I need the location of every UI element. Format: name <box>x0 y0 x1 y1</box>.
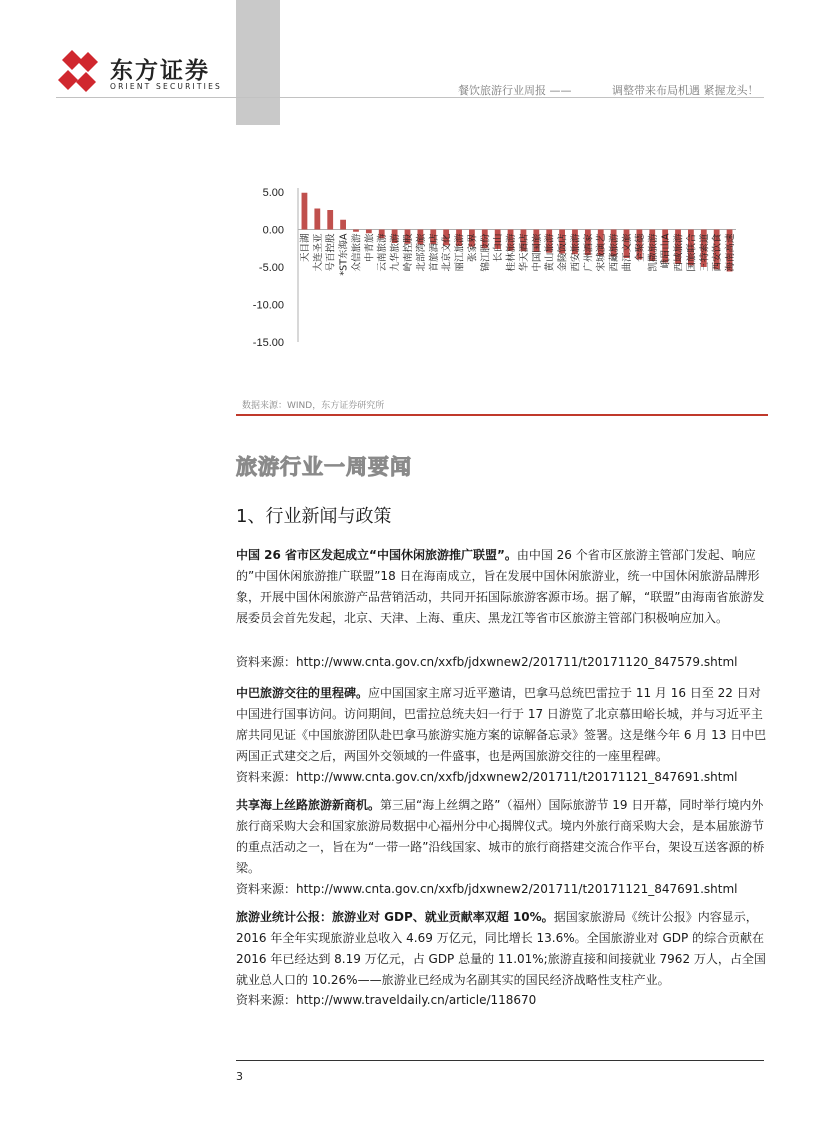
category-label: 华天酒店 <box>518 233 530 272</box>
category-label: 北部湾旅 <box>415 233 427 272</box>
section-divider <box>236 414 768 416</box>
y-tick-label: 0.00 <box>262 224 284 237</box>
bar <box>327 210 333 230</box>
y-tick-label: 5.00 <box>262 187 284 199</box>
category-label: 全聚德 <box>634 233 646 263</box>
category-label: 凯撒旅游 <box>647 233 659 272</box>
logo-chinese-name: 东方证券 <box>110 58 210 84</box>
category-label: 九华旅游 <box>390 233 402 272</box>
bar <box>353 230 359 232</box>
category-label: 曲江文旅 <box>622 233 633 272</box>
news-source: 资料来源：http://www.cnta.gov.cn/xxfb/jdxwnew2/201711/t20171120_847579.shtml <box>236 655 738 669</box>
category-label: 黄山旅游 <box>544 233 556 272</box>
section-title: 旅游行业一周要闻 <box>236 455 412 479</box>
news-headline: 共享海上丝路旅游新商机。 <box>236 798 381 812</box>
category-label: 桂林旅游 <box>506 233 518 272</box>
category-label: 天目湖 <box>299 233 311 263</box>
report-name: 餐饮旅游行业周报 —— <box>458 84 572 97</box>
news-body: 应中国国家主席习近平邀请，巴拿马总统巴雷拉于 11 月 16 日至 22 日对中国进行国事访问。访问期间，巴雷拉总统夫妇一行于 17 日游览了北京慕田峪长城，并与习近平主席共同见证《中国旅游团队赴巴拿马旅游实施方案的谅解备忘录》签署。这是继今年 6 月 13 日中巴两国正式建交之后，两国外交领域的一件盛事，也是两国旅游交往的一座里程碑。 <box>236 686 767 763</box>
news-source: 资料来源：http://www.cnta.gov.cn/xxfb/jdxwnew2/201711/t20171121_847691.shtml <box>236 770 738 784</box>
stock-return-bar-chart <box>236 178 766 358</box>
category-label: 中青旅 <box>364 233 376 263</box>
subsection-title: 1、行业新闻与政策 <box>236 506 392 527</box>
news-body: 由中国 26 个省市区旅游主管部门发起、响应的”中国休闲旅游推广联盟”18 日在海南成立，旨在发展中国休闲旅游业，统一中国休闲旅游品牌形象，开展中国休闲旅游产品营销活动，共同开拓国际旅游客源市场。据了解，“联盟”由海南省旅游发展委员会首先发起，北京、天津、上海、重庆、黑龙江等省市区旅游主管部门积极响应加入。 <box>236 548 765 625</box>
header-divider <box>56 97 764 98</box>
category-label: 中国国旅 <box>531 233 543 272</box>
chart-source: 数据来源：WIND，东方证券研究所 <box>242 401 385 411</box>
category-label: 丽江旅游 <box>454 233 466 272</box>
news-headline: 中巴旅游交往的里程碑。 <box>236 686 369 700</box>
y-tick-label: -10.00 <box>252 299 284 312</box>
y-tick-label: -15.00 <box>252 337 284 349</box>
category-label: 云南旅游 <box>377 233 389 272</box>
news-body: 据国家旅游局《统计公报》内容显示，2016 年全年实现旅游业总收入 4.69 万亿元，同比增长 13.6%。全国旅游业对 GDP 的综合贡献在 2016 年已经达到 8.19 万亿元，占 GDP 总量的 11.01%;旅游直接和间接就业 7962 万人，占全国就业总人口的 10.26%——旅游业已经成为名副其实的国民经济战略性支柱产业。 <box>236 910 766 987</box>
category-label: 岭南控股 <box>403 233 414 272</box>
category-label: 西藏旅游 <box>609 233 621 272</box>
news-source: 资料来源：http://www.traveldaily.cn/article/118670 <box>236 993 537 1007</box>
category-label: 号百控股 <box>325 233 337 272</box>
news-headline: 旅游业统计公报：旅游业对 GDP、就业贡献率双超 10%。 <box>236 910 554 924</box>
news-item <box>236 683 768 767</box>
category-label: 大连圣亚 <box>312 233 324 272</box>
category-label: 国旅联合 <box>686 233 698 272</box>
orient-logo-icon <box>58 48 106 93</box>
category-label: 北京文化 <box>441 233 453 272</box>
y-tick-label: -5.00 <box>258 262 284 274</box>
category-label: 金陵饭店 <box>557 233 569 272</box>
category-label: 众信旅游 <box>351 233 363 272</box>
category-label: 首旅酒店 <box>428 233 440 272</box>
page-number: 3 <box>236 1070 243 1083</box>
category-label: *ST东海A <box>338 233 350 276</box>
news-body: 第三届“海上丝绸之路”（福州）国际旅游节 19 日开幕，同时举行境内外旅行商采购大会和国家旅游局数据中心福州分中心揭牌仪式。境内外旅行商采购大会，是本届旅游节的重点活动之一，旨在为“一带一路”沿线国家、城市的旅行商搭建交流合作平台，架设互送客源的桥梁。 <box>236 798 765 875</box>
category-label: 长白山 <box>493 233 505 263</box>
bar <box>340 220 346 230</box>
news-source: 资料来源：http://www.cnta.gov.cn/xxfb/jdxwnew2/201711/t20171121_847691.shtml <box>236 882 738 896</box>
bar <box>302 193 308 230</box>
category-label: 西域旅游 <box>673 233 685 272</box>
bar <box>314 209 320 230</box>
bar <box>366 230 372 234</box>
category-label: 锦江股份 <box>480 233 492 272</box>
news-item <box>236 795 768 879</box>
category-label: 广州酒家 <box>583 233 595 272</box>
category-label: 宋城演艺 <box>596 233 608 272</box>
category-label: 海南高速 <box>725 233 737 272</box>
category-label: 张家界 <box>467 233 479 263</box>
news-item <box>236 907 768 991</box>
logo-english-name: ORIENT SECURITIES <box>110 82 222 91</box>
category-label: 三特索道 <box>699 233 711 272</box>
report-tagline: 调整带来布局机遇 紧握龙头！ <box>612 84 759 97</box>
category-label: 西安旅游 <box>570 233 582 272</box>
category-label: 西安饮食 <box>712 233 724 272</box>
category-label: 峨眉山A <box>660 233 672 269</box>
news-headline: 中国 26 省市区发起成立“中国休闲旅游推广联盟”。 <box>236 548 517 562</box>
company-logo <box>58 48 258 93</box>
footer-divider <box>236 1060 764 1061</box>
news-item <box>236 545 768 629</box>
